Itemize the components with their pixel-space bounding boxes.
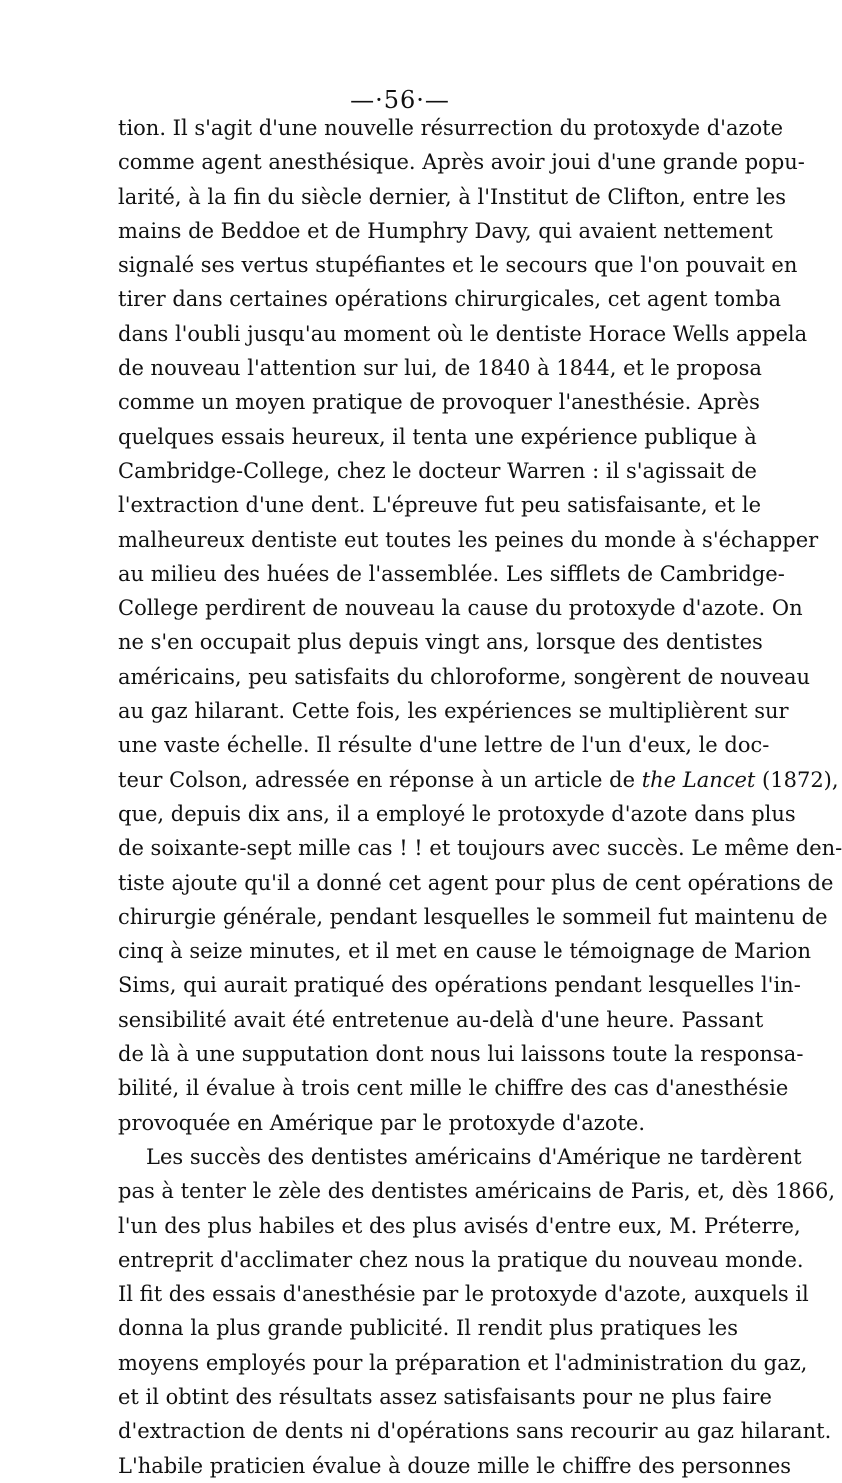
text-line: sensibilité avait été entretenue au-delà d'une heure. Passant [118, 1007, 764, 1032]
text-line: entreprit d'acclimater chez nous la pratique du nouveau monde. [118, 1247, 804, 1272]
text-line: dans l'oubli jusqu'au moment où le dentiste Horace Wells appela [118, 321, 808, 346]
text-line: larité, à la fin du siècle dernier, à l'Institut de Clifton, entre les [118, 184, 787, 209]
paragraph-1 [118, 111, 842, 1140]
text-line: pas à tenter le zèle des dentistes américains de Paris, et, dès 1866, [118, 1179, 836, 1204]
text-line: mains de Beddoe et de Humphry Davy, qui avaient nettement [118, 218, 773, 243]
paragraph-2 [118, 1140, 836, 1483]
text-line: Cambridge-College, chez le docteur Warren : il s'agissait de [118, 458, 757, 483]
text-line: bilité, il évalue à trois cent mille le chiffre des cas d'anesthésie [118, 1076, 789, 1101]
text-line: cinq à seize minutes, et il met en cause le témoignage de Marion [118, 939, 811, 964]
text-line: comme un moyen pratique de provoquer l'anesthésie. Après [118, 390, 760, 415]
text-line: quelques essais heureux, il tenta une expérience publique à [118, 424, 757, 449]
journal-title: the Lancet [641, 767, 756, 792]
text-line: chirurgie générale, pendant lesquelles le sommeil fut maintenu de [118, 904, 828, 929]
text-line: Les succès des dentistes américains d'Amérique ne tardèrent [146, 1144, 802, 1169]
text-line: teur Colson, adressée en réponse à un article de the Lancet (1872), [118, 767, 839, 792]
text-line: une vaste échelle. Il résulte d'une lettre de l'un d'eux, le doc- [118, 733, 770, 758]
text-line: comme agent anesthésique. Après avoir joui d'une grande popu- [118, 150, 805, 175]
text-line: tiste ajoute qu'il a donné cet agent pour plus de cent opérations de [118, 870, 834, 895]
text-line: donna la plus grande publicité. Il rendit plus pratiques les [118, 1316, 739, 1341]
text-line: américains, peu satisfaits du chloroforme, songèrent de nouveau [118, 664, 811, 689]
text-line: d'extraction de dents ni d'opérations sans recourir au gaz hilarant. [118, 1419, 832, 1444]
text-line: de nouveau l'attention sur lui, de 1840 à 1844, et le proposa [118, 356, 762, 381]
text-line: L'habile praticien évalue à douze mille le chiffre des personnes [118, 1453, 792, 1478]
text-line: l'extraction d'une dent. L'épreuve fut peu satisfaisante, et le [118, 493, 762, 518]
text-line: malheureux dentiste eut toutes les peines du monde à s'échapper [118, 527, 819, 552]
text-line: provoquée en Amérique par le protoxyde d'azote. [118, 1110, 646, 1135]
text-line: moyens employés pour la préparation et l'administration du gaz, [118, 1350, 808, 1375]
page-number: —·56·— [350, 86, 450, 114]
body-text [118, 111, 842, 1483]
text-line: que, depuis dix ans, il a employé le protoxyde d'azote dans plus [118, 801, 796, 826]
text-line: et il obtint des résultats assez satisfaisants pour ne plus faire [118, 1384, 772, 1409]
text-line: au milieu des huées de l'assemblée. Les sifflets de Cambridge- [118, 561, 785, 586]
text-line: Il fit des essais d'anesthésie par le protoxyde d'azote, auxquels il [118, 1282, 809, 1307]
text-line: tion. Il s'agit d'une nouvelle résurrection du protoxyde d'azote [118, 116, 784, 140]
text-line: ne s'en occupait plus depuis vingt ans, lorsque des dentistes [118, 630, 763, 655]
text-line: College perdirent de nouveau la cause du protoxyde d'azote. On [118, 596, 803, 621]
text-line: de là à une supputation dont nous lui laissons toute la responsa- [118, 1042, 804, 1067]
text-line: l'un des plus habiles et des plus avisés d'entre eux, M. Préterre, [118, 1213, 801, 1238]
text-line: au gaz hilarant. Cette fois, les expériences se multiplièrent sur [118, 699, 789, 724]
text-line: signalé ses vertus stupéfiantes et le secours que l'on pouvait en [118, 253, 798, 278]
text-line: de soixante-sept mille cas ! ! et toujours avec succès. Le même den- [118, 836, 842, 861]
text-line: Sims, qui aurait pratiqué des opérations pendant lesquelles l'in- [118, 973, 801, 998]
text-line: tirer dans certaines opérations chirurgicales, cet agent tomba [118, 287, 782, 312]
